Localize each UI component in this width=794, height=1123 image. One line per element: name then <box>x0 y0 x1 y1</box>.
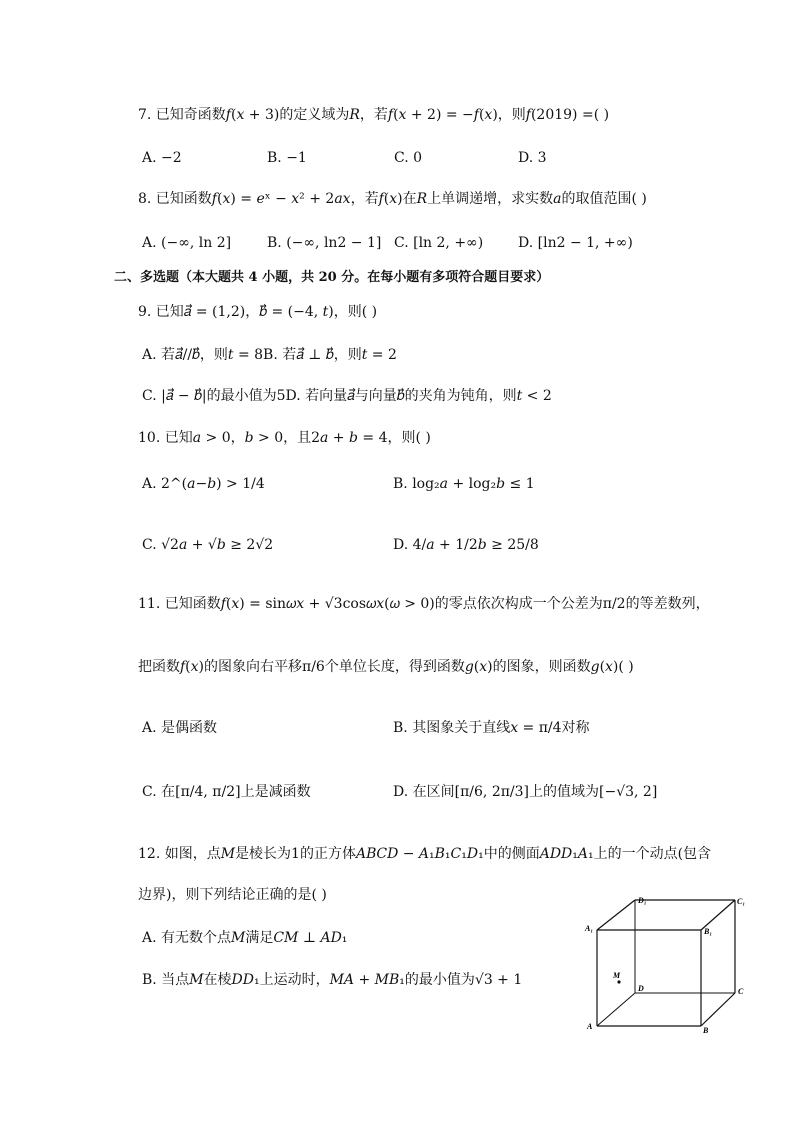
question-12-stem-line2: 边界)，则下列结论正确的是( ) <box>138 887 327 903</box>
edge <box>597 900 635 930</box>
q10-option-b: B. log₂𝑎 + log₂𝑏 ≤ 1 <box>393 476 535 492</box>
label-c1: C₁ <box>737 897 746 906</box>
question-7-stem: 7. 已知奇函数𝑓(𝑥 + 3)的定义域为𝑅，若𝑓(𝑥 + 2) = −𝑓(𝑥)，则𝑓(2019) =( ) <box>138 107 610 123</box>
section-heading: 二、多选题（本大题共 4 小题，共 20 分。在每小题有多项符合题目要求） <box>114 270 550 285</box>
q7-option-c: C. 0 <box>394 150 423 166</box>
label-a1: A₁ <box>585 924 594 933</box>
q8-option-d: D. [ln2 − 1, +∞) <box>518 235 633 251</box>
q8-option-b: B. (−∞, ln2 − 1] <box>267 235 382 251</box>
question-12-stem-line1: 12. 如图，点𝑀是棱长为1的正方体𝐴𝐵𝐶𝐷 − 𝐴₁𝐵₁𝐶₁𝐷₁中的侧面𝐴𝐷𝐷₁𝐴₁上的一个动点(包含 <box>138 846 712 862</box>
question-11-stem-line2: 把函数𝑓(𝑥)的图象向右平移π/6个单位长度，得到函数𝑔(𝑥)的图象，则函数𝑔(𝑥)( ) <box>138 659 634 675</box>
point-m-dot <box>617 980 620 983</box>
q11-option-b: B. 其图象关于直线𝑥 = π/4对称 <box>393 720 590 736</box>
label-m: M <box>613 971 621 980</box>
q11-option-c: C. 在[π/4, π/2]上是减函数 <box>142 784 311 800</box>
q11-option-a: A. 是偶函数 <box>142 720 218 736</box>
cube-figure <box>583 890 753 1035</box>
q7-option-a: A. −2 <box>142 150 182 166</box>
edge-hidden <box>597 993 635 1026</box>
q8-option-c: C. [ln 2, +∞) <box>394 235 484 251</box>
question-8-stem: 8. 已知函数𝑓(𝑥) = 𝑒ˣ − 𝑥² + 2𝑎𝑥，若𝑓(𝑥)在𝑅上单调递增，求实数𝑎的取值范围( ) <box>138 191 647 207</box>
label-a: A <box>587 1022 593 1031</box>
q9-options-cd: C. |𝑎⃗ − 𝑏⃗|的最小值为5D. 若向量𝑎⃗与向量𝑏⃗的夹角为钝角，则𝑡 < 2 <box>142 388 552 404</box>
q9-options-ab: A. 若𝑎⃗//𝑏⃗，则𝑡 = 8B. 若𝑎⃗ ⊥ 𝑏⃗，则𝑡 = 2 <box>142 347 397 363</box>
edge <box>701 993 735 1026</box>
label-b: B <box>703 1026 709 1035</box>
label-d1: D₁ <box>638 896 647 905</box>
q7-option-b: B. −1 <box>267 150 307 166</box>
question-10-stem: 10. 已知𝑎 > 0，𝑏 > 0，且2𝑎 + 𝑏 = 4，则( ) <box>138 430 431 446</box>
label-b1: B₁ <box>704 927 713 936</box>
q10-option-a: A. 2^(𝑎−𝑏) > 1/4 <box>142 476 265 492</box>
q8-option-a: A. (−∞, ln 2] <box>142 235 232 251</box>
q7-option-d: D. 3 <box>518 150 547 166</box>
q12-option-a: A. 有无数个点𝑀满足𝐶𝑀 ⊥ 𝐴𝐷₁ <box>142 930 348 946</box>
q12-option-b: B. 当点𝑀在棱𝐷𝐷₁上运动时，𝑀𝐴 + 𝑀𝐵₁的最小值为√3 + 1 <box>142 972 523 988</box>
q10-option-c: C. √2𝑎 + √𝑏 ≥ 2√2 <box>142 537 274 553</box>
q10-option-d: D. 4/𝑎 + 1/2𝑏 ≥ 25/8 <box>393 537 539 553</box>
question-9-stem: 9. 已知𝑎⃗ = (1,2)，𝑏⃗ = (−4, 𝑡)，则( ) <box>138 304 378 320</box>
question-11-stem-line1: 11. 已知函数𝑓(𝑥) = sin𝜔𝑥 + √3cos𝜔𝑥(𝜔 > 0)的零点依次构成一个公差为π/2的等差数列， <box>138 596 710 612</box>
label-d: D <box>638 984 644 993</box>
edge <box>701 900 735 930</box>
label-c: C <box>738 987 744 996</box>
q11-option-d: D. 在区间[π/6, 2π/3]上的值域为[−√3, 2] <box>393 784 658 800</box>
